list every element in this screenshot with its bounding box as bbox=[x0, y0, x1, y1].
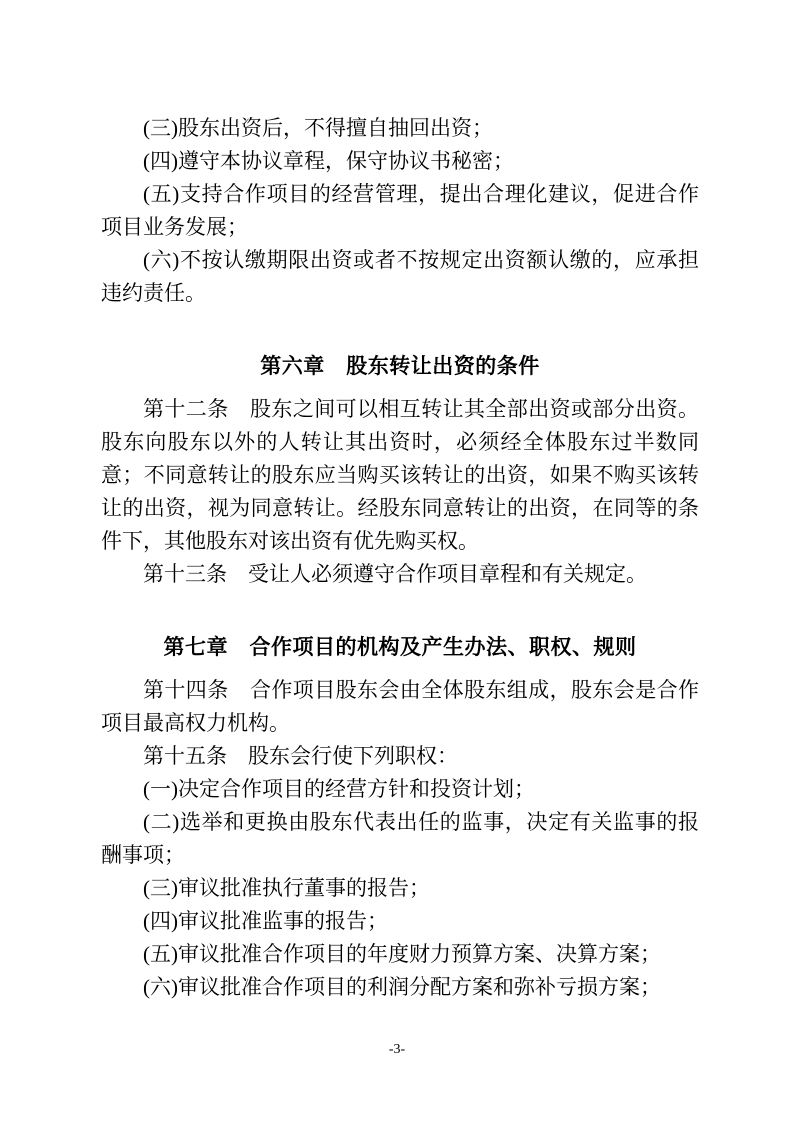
page-number: -3- bbox=[388, 1042, 406, 1057]
article-12: 第十二条 股东之间可以相互转让其全部出资或部分出资。股东向股东以外的人转让其出资时，必须经全体股东过半数同意；不同意转让的股东应当购买该转让的出资，如果不购买该转让的出资，视为同意转让。经股东同意转让的出资，在同等的条件下，其他股东对该出资有优先购买权。 bbox=[101, 397, 699, 553]
clause-shareholder-obligation-3: (三)股东出资后，不得擅自抽回出资； bbox=[143, 116, 493, 140]
document-body bbox=[101, 112, 699, 1004]
clause-shareholder-obligation-5: (五)支持合作项目的经营管理，提出合理化建议，促进合作项目业务发展； bbox=[101, 182, 699, 239]
clause-shareholder-obligation-6: (六)不按认缴期限出资或者不按规定出资额认缴的，应承担违约责任。 bbox=[101, 248, 699, 305]
power-item-6: (六)审议批准合作项目的利润分配方案和弥补亏损方案； bbox=[143, 975, 661, 999]
clause-shareholder-obligation-4: (四)遵守本协议章程，保守协议书秘密； bbox=[143, 149, 514, 173]
power-item-2: (二)选举和更换由股东代表出任的监事，决定有关监事的报酬事项； bbox=[101, 810, 699, 867]
power-item-5: (五)审议批准合作项目的年度财力预算方案、决算方案； bbox=[143, 942, 661, 966]
article-14: 第十四条 合作项目股东会由全体股东组成，股东会是合作项目最高权力机构。 bbox=[101, 678, 699, 735]
chapter-7-heading: 第七章 合作项目的机构及产生办法、职权、规则 bbox=[163, 635, 637, 659]
power-item-4: (四)审议批准监事的报告； bbox=[143, 909, 388, 933]
article-15: 第十五条 股东会行使下列职权： bbox=[143, 744, 458, 768]
power-item-3: (三)审议批准执行董事的报告； bbox=[143, 876, 430, 900]
article-13: 第十三条 受让人必须遵守合作项目章程和有关规定。 bbox=[143, 562, 647, 586]
power-item-1: (一)决定合作项目的经营方针和投资计划； bbox=[143, 777, 535, 801]
chapter-6-heading: 第六章 股东转让出资的条件 bbox=[260, 354, 540, 378]
